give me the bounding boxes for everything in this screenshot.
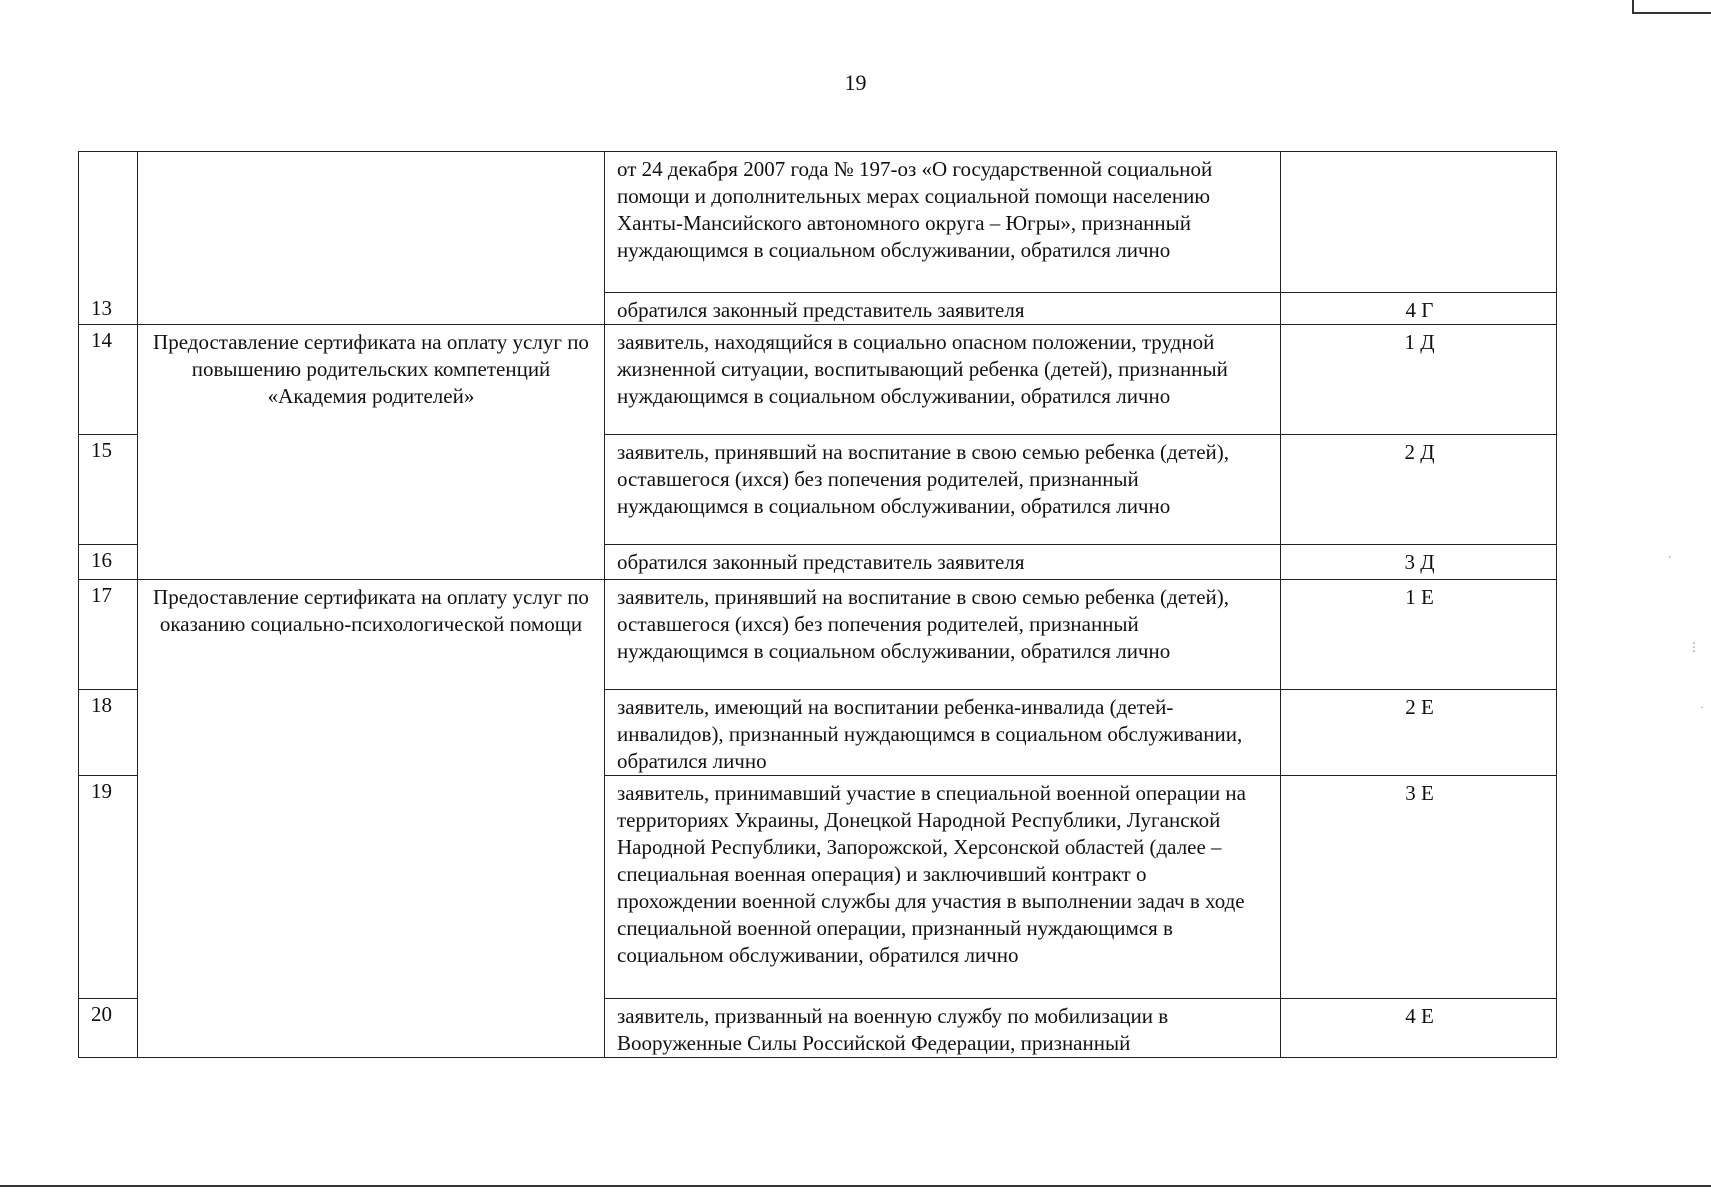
scan-speck: ⋮ — [1688, 640, 1700, 654]
description-cell: заявитель, находящийся в социально опасном положении, трудной жизненной ситуации, воспитывающий ребенка (детей), признанный нуждающимся в социальном обслуживании, обратился лично — [605, 325, 1281, 435]
description-cell: обратился законный представитель заявителя — [605, 545, 1281, 580]
description-cell: заявитель, принимавший участие в специальной военной операции на территориях Украины, Донецкой Народной Республики, Луганской Народной Республики, Запорожской, Херсонской областей (далее – специальная военная операция) и заключивший контракт о прохождении военной службы для участия в выполнении задач в ходе специальной военной операции, признанный нуждающимся в социальном обслуживании, обратился лично — [605, 776, 1281, 999]
table-row — [79, 580, 1557, 690]
description-cell: от 24 декабря 2007 года № 197-оз «О государственной социальной помощи и дополнительных мерах социальной помощи населению Ханты-Мансийского автономного округа – Югры», признанный нуждающимся в социальном обслуживании, обратился лично — [605, 152, 1281, 293]
row-number: 17 — [79, 580, 138, 690]
scan-edge-top-right-vertical — [1632, 0, 1634, 13]
service-cell — [138, 152, 605, 325]
description-cell: заявитель, призванный на военную службу по мобилизации в Вооруженные Силы Российской Федерации, признанный — [605, 999, 1281, 1058]
description-cell: обратился законный представитель заявителя — [605, 293, 1281, 325]
row-number-cell — [79, 152, 138, 293]
code-cell: 2 Д — [1281, 435, 1557, 545]
table-row — [79, 325, 1557, 435]
code-cell: 2 Е — [1281, 690, 1557, 776]
page-number: 19 — [844, 70, 867, 95]
services-table — [78, 151, 1557, 1058]
scan-edge-bottom — [0, 1185, 1711, 1187]
code-cell: 4 Г — [1281, 293, 1557, 325]
service-name: Предоставление сертификата на оплату услуг по повышению родительских компетенций «Академия родителей» — [138, 325, 605, 580]
row-number: 18 — [79, 690, 138, 776]
service-name: Предоставление сертификата на оплату услуг по оказанию социально-психологической помощи — [138, 580, 605, 1058]
code-cell: 3 Д — [1281, 545, 1557, 580]
row-number: 14 — [79, 325, 138, 435]
scan-edge-top-right — [1632, 12, 1711, 14]
row-number: 20 — [79, 999, 138, 1058]
code-cell: 3 Е — [1281, 776, 1557, 999]
code-cell — [1281, 152, 1557, 293]
description-cell: заявитель, принявший на воспитание в свою семью ребенка (детей), оставшегося (ихся) без попечения родителей, признанный нуждающимся в социальном обслуживании, обратился лично — [605, 435, 1281, 545]
description-cell: заявитель, принявший на воспитание в свою семью ребенка (детей), оставшегося (ихся) без попечения родителей, признанный нуждающимся в социальном обслуживании, обратился лично — [605, 580, 1281, 690]
code-cell: 4 Е — [1281, 999, 1557, 1058]
row-number: 16 — [79, 545, 138, 580]
code-cell: 1 Д — [1281, 325, 1557, 435]
table-row-continuation — [79, 152, 1557, 293]
row-number: 15 — [79, 435, 138, 545]
row-number: 19 — [79, 776, 138, 999]
scan-speck: · — [1700, 700, 1704, 714]
scan-speck: ∙ — [1668, 550, 1671, 564]
description-cell: заявитель, имеющий на воспитании ребенка-инвалида (детей-инвалидов), признанный нуждающимся в социальном обслуживании, обратился лично — [605, 690, 1281, 776]
code-cell: 1 Е — [1281, 580, 1557, 690]
row-number: 13 — [79, 293, 138, 325]
